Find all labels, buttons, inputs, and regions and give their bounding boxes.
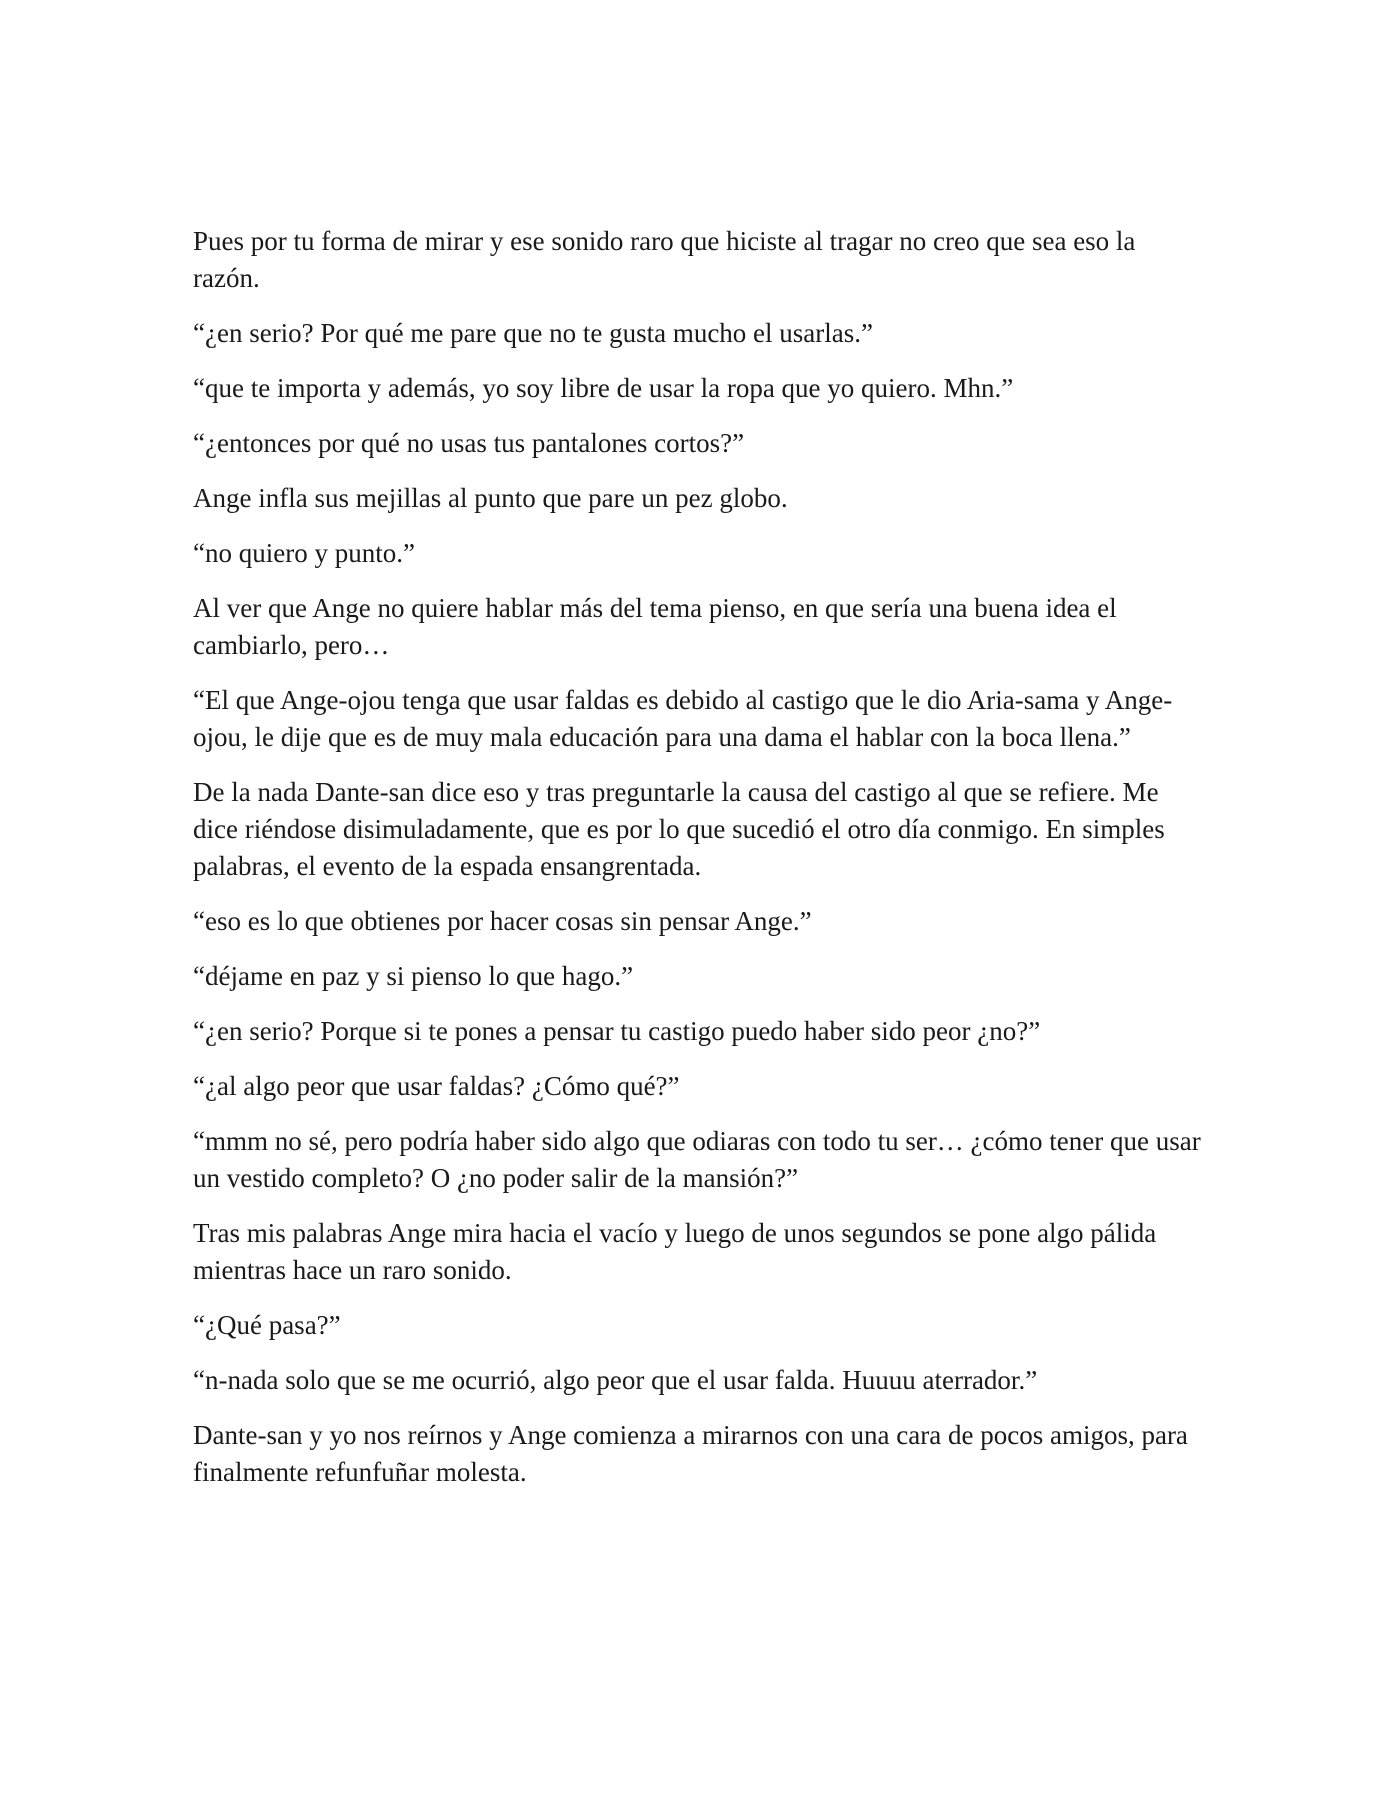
paragraph: “que te importa y además, yo soy libre de usar la ropa que yo quiero. Mhn.”	[193, 373, 1014, 403]
paragraph: “n-nada solo que se me ocurrió, algo peor que el usar falda. Huuuu aterrador.”	[193, 1365, 1038, 1395]
paragraph: “¿en serio? Por qué me pare que no te gusta mucho el usarlas.”	[193, 318, 873, 348]
paragraph: Tras mis palabras Ange mira hacia el vacío y luego de unos segundos se pone algo pálida mientras hace un raro sonido.	[193, 1218, 1157, 1285]
paragraph: “mmm no sé, pero podría haber sido algo que odiaras con todo tu ser… ¿cómo tener que usar un vestido completo? O ¿no poder salir de la mansión?”	[193, 1126, 1201, 1193]
paragraph: Pues por tu forma de mirar y ese sonido raro que hiciste al tragar no creo que sea eso la razón.	[193, 226, 1136, 293]
paragraph: “no quiero y punto.”	[193, 538, 415, 568]
paragraph: Al ver que Ange no quiere hablar más del tema pienso, en que sería una buena idea el cambiarlo, pero…	[193, 593, 1117, 660]
paragraph: Dante-san y yo nos reírnos y Ange comienza a mirarnos con una cara de pocos amigos, para finalmente refunfuñar molesta.	[193, 1420, 1188, 1487]
paragraph: Ange infla sus mejillas al punto que pare un pez globo.	[193, 483, 788, 513]
paragraph: “¿entonces por qué no usas tus pantalones cortos?”	[193, 428, 745, 458]
paragraph: “¿Qué pasa?”	[193, 1310, 341, 1340]
paragraph: De la nada Dante-san dice eso y tras preguntarle la causa del castigo al que se refiere. Me dice riéndose disimuladamente, que es por lo que sucedió el otro día conmigo. En simples palabras, el evento de la espada ensangrentada.	[193, 777, 1165, 881]
paragraph: “¿al algo peor que usar faldas? ¿Cómo qué?”	[193, 1071, 680, 1101]
paragraph: “eso es lo que obtienes por hacer cosas sin pensar Ange.”	[193, 906, 812, 936]
paragraph: “El que Ange-ojou tenga que usar faldas es debido al castigo que le dio Aria-sama y Ange-ojou, le dije que es de muy mala educación para una dama el hablar con la boca llena.”	[193, 685, 1173, 752]
body-text	[193, 223, 1203, 1509]
paragraph: “¿en serio? Porque si te pones a pensar tu castigo puedo haber sido peor ¿no?”	[193, 1016, 1041, 1046]
paragraph: “déjame en paz y si pienso lo que hago.”	[193, 961, 634, 991]
